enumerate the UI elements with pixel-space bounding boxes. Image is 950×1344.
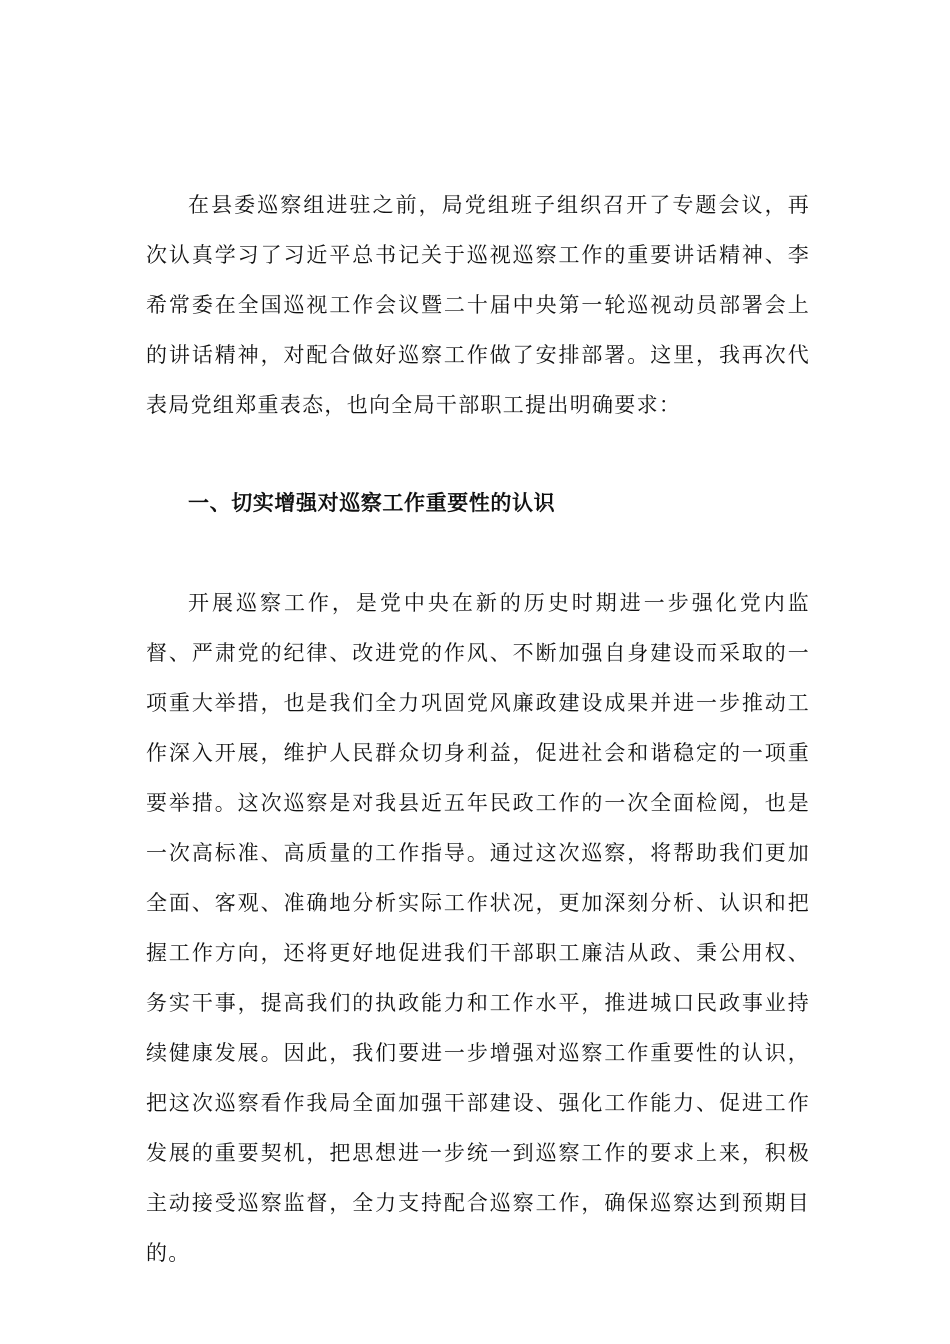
- document-body: [146, 180, 810, 1278]
- intro-paragraph: 在县委巡察组进驻之前，局党组班子组织召开了专题会议，再次认真学习了习近平总书记关于巡视巡察工作的重要讲话精神、李希常委在全国巡视工作会议暨二十届中央第一轮巡视动员部署会上的讲话精神，对配合做好巡察工作做了安排部署。这里，我再次代表局党组郑重表态，也向全局干部职工提出明确要求：: [146, 193, 810, 417]
- section-1-paragraph: 开展巡察工作，是党中央在新的历史时期进一步强化党内监督、严肃党的纪律、改进党的作风、不断加强自身建设而采取的一项重大举措，也是我们全力巩固党风廉政建设成果并进一步推动工作深入开展，维护人民群众切身利益，促进社会和谐稳定的一项重要举措。这次巡察是对我县近五年民政工作的一次全面检阅，也是一次高标准、高质量的工作指导。通过这次巡察，将帮助我们更加全面、客观、准确地分析实际工作状况，更加深刻分析、认识和把握工作方向，还将更好地促进我们干部职工廉洁从政、秉公用权、务实干事，提高我们的执政能力和工作水平，推进城口民政事业持续健康发展。因此，我们要进一步增强对巡察工作重要性的认识，把这次巡察看作我局全面加强干部建设、强化工作能力、促进工作发展的重要契机，把思想进一步统一到巡察工作的要求上来，积极主动接受巡察监督，全力支持配合巡察工作，确保巡察达到预期目的。: [146, 591, 810, 1265]
- section-heading-1: 一、切实增强对巡察工作重要性的认识: [188, 491, 556, 515]
